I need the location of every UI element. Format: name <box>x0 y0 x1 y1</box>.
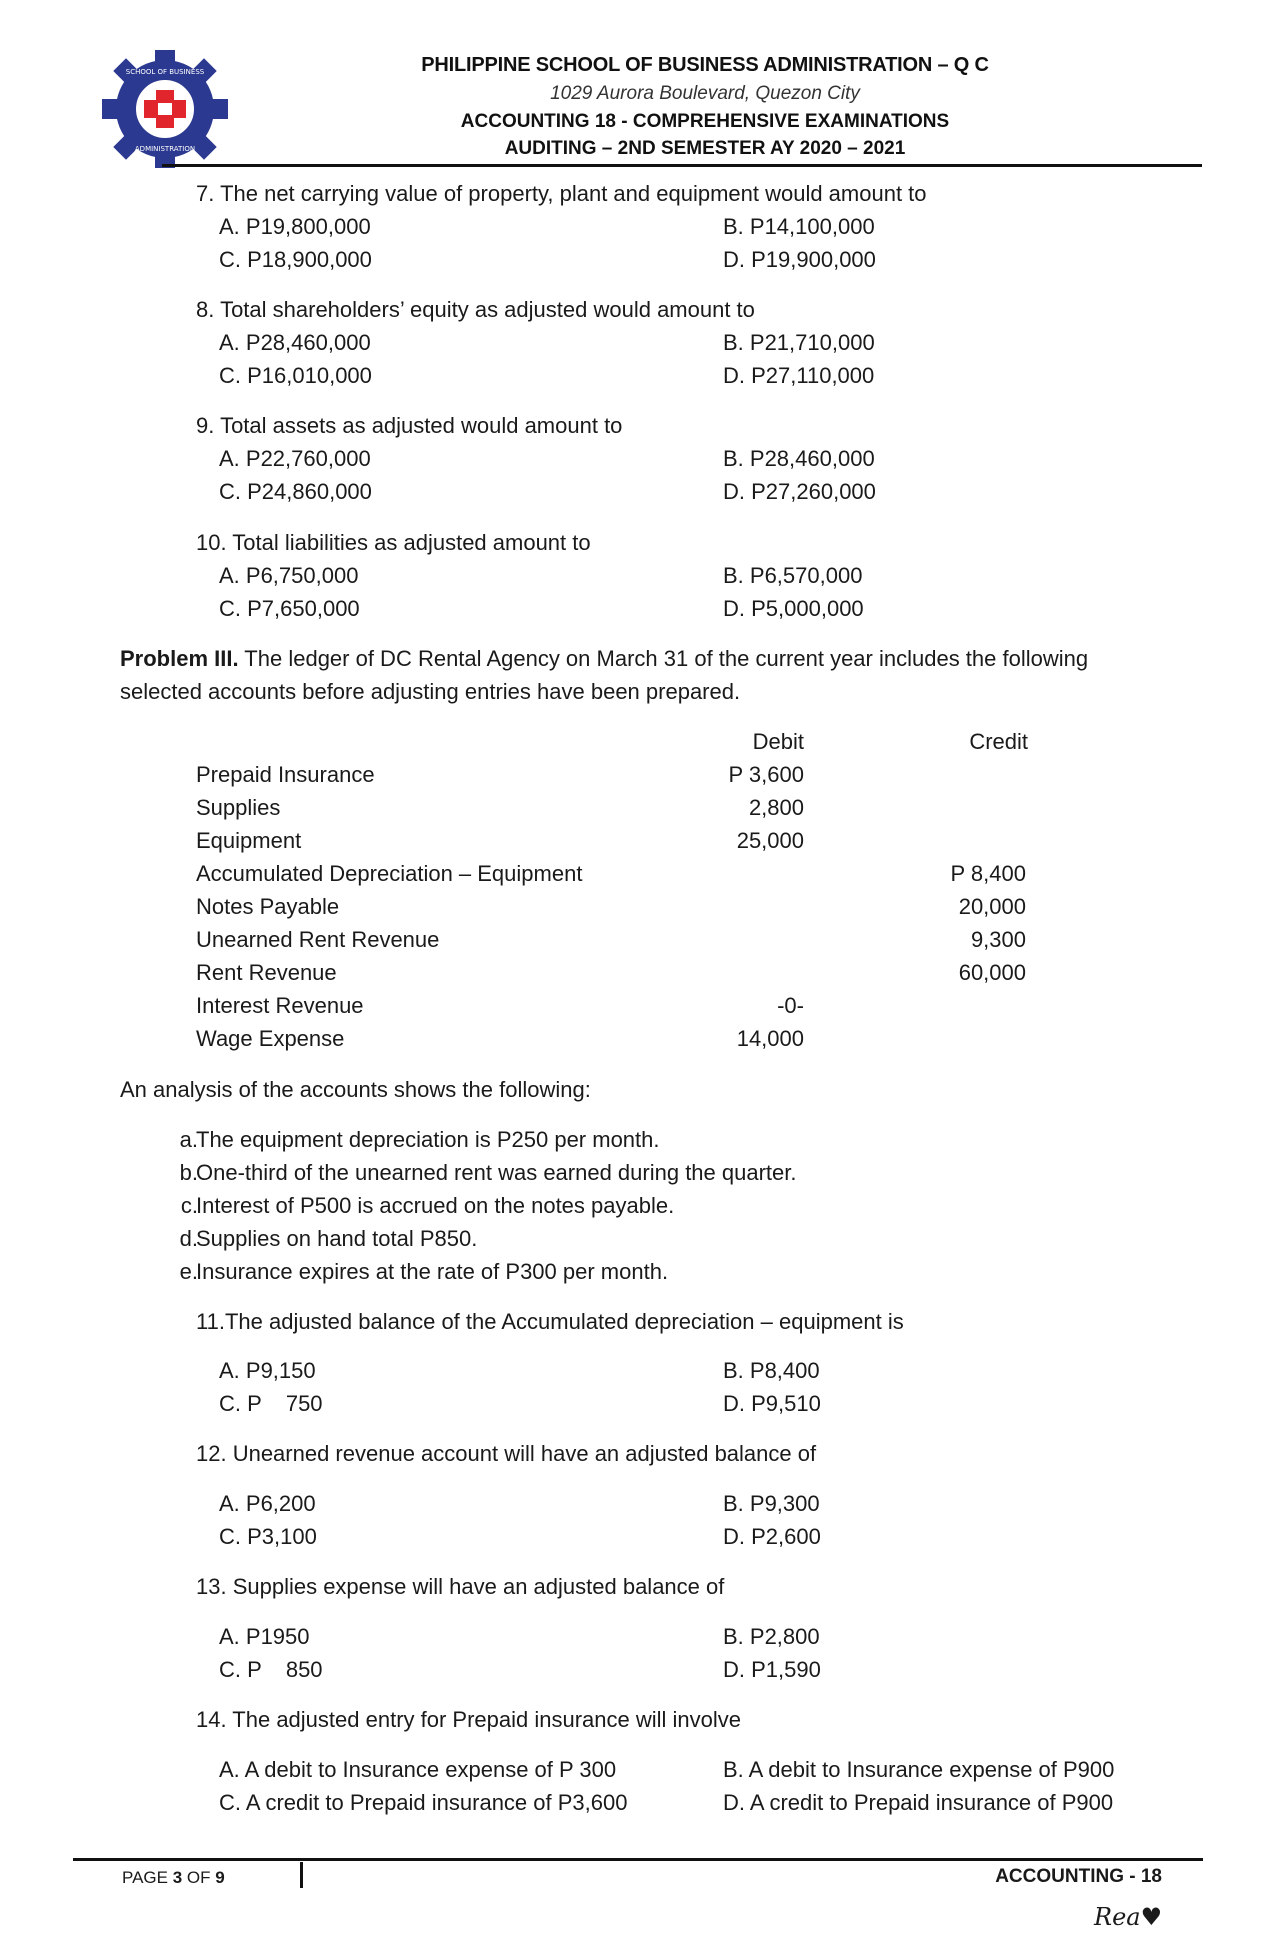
account-debit: P 3,600 <box>728 762 804 787</box>
page-of-label: OF <box>182 1868 216 1887</box>
signature: Rea♥ <box>1094 1903 1163 1931</box>
q9-option-a: A. P22,760,000 <box>219 446 371 471</box>
exam-title: ACCOUNTING 18 - COMPREHENSIVE EXAMINATIONS <box>460 111 950 132</box>
exam-term: AUDITING – 2ND SEMESTER AY 2020 – 2021 <box>504 138 906 159</box>
account-name: Unearned Rent Revenue <box>196 927 440 952</box>
footer-divider <box>73 1858 1203 1861</box>
analysis-item: Supplies on hand total P850. <box>196 1226 478 1251</box>
q14-option-c: C. A credit to Prepaid insurance of P3,600 <box>219 1790 628 1815</box>
svg-text:SCHOOL OF BUSINESS: SCHOOL OF BUSINESS <box>125 68 205 76</box>
analysis-marker: e. <box>179 1259 198 1284</box>
account-credit: 9,300 <box>970 927 1026 952</box>
q13-option-c: C. P 850 <box>219 1657 323 1682</box>
debit-header: Debit <box>752 729 804 754</box>
q14-option-a: A. A debit to Insurance expense of P 300 <box>219 1757 617 1782</box>
q12-option-c: C. P3,100 <box>219 1524 317 1549</box>
analysis-marker: d. <box>179 1226 198 1251</box>
header-divider <box>162 164 1202 167</box>
q11-option-b: B. P8,400 <box>723 1358 820 1383</box>
q10-option-c: C. P7,650,000 <box>219 596 360 621</box>
q13-option-d: D. P1,590 <box>723 1657 821 1682</box>
problem-3-label: Problem III. <box>120 646 239 671</box>
account-name: Wage Expense <box>196 1026 345 1051</box>
q12-option-d: D. P2,600 <box>723 1524 821 1549</box>
problem-3-intro-line-2: selected accounts before adjusting entries have been prepared. <box>120 679 741 704</box>
school-name: PHILIPPINE SCHOOL OF BUSINESS ADMINISTRATION – Q C <box>421 54 989 76</box>
question-13: 13. Supplies expense will have an adjusted balance of <box>196 1574 725 1599</box>
q8-option-d: D. P27,110,000 <box>723 363 875 388</box>
analysis-marker: b. <box>179 1160 198 1185</box>
question-10: 10. Total liabilities as adjusted amount to <box>196 530 591 555</box>
q7-option-b: B. P14,100,000 <box>723 214 875 239</box>
question-11: 11.The adjusted balance of the Accumulated depreciation – equipment is <box>196 1309 904 1334</box>
analysis-marker: c. <box>180 1193 198 1218</box>
footer-separator <box>300 1862 303 1888</box>
analysis-item: One-third of the unearned rent was earned during the quarter. <box>196 1160 797 1185</box>
analysis-intro: An analysis of the accounts shows the following: <box>120 1077 591 1102</box>
problem-3-intro-line-1: The ledger of DC Rental Agency on March 31 of the current year includes the following <box>238 646 1089 671</box>
page-label: PAGE <box>122 1868 173 1887</box>
account-name: Equipment <box>196 828 302 853</box>
school-logo <box>100 50 230 168</box>
account-credit: 60,000 <box>958 960 1026 985</box>
credit-header: Credit <box>969 729 1028 754</box>
account-name: Notes Payable <box>196 894 340 919</box>
account-credit: P 8,400 <box>950 861 1026 886</box>
q13-option-a: A. P1950 <box>219 1624 310 1649</box>
course-footer: ACCOUNTING - 18 <box>995 1866 1162 1887</box>
page-total: 9 <box>215 1868 225 1887</box>
q12-option-a: A. P6,200 <box>219 1491 316 1516</box>
account-name: Supplies <box>196 795 281 820</box>
q14-option-d: D. A credit to Prepaid insurance of P900 <box>723 1790 1114 1815</box>
question-8: 8. Total shareholders’ equity as adjusted would amount to <box>196 297 755 322</box>
account-name: Rent Revenue <box>196 960 337 985</box>
q10-option-b: B. P6,570,000 <box>723 563 863 588</box>
q7-option-d: D. P19,900,000 <box>723 247 876 272</box>
q8-option-c: C. P16,010,000 <box>219 363 372 388</box>
account-debit: 25,000 <box>736 828 804 853</box>
question-14: 14. The adjusted entry for Prepaid insurance will involve <box>196 1707 742 1732</box>
account-name: Interest Revenue <box>196 993 364 1018</box>
q8-option-b: B. P21,710,000 <box>723 330 875 355</box>
page-number <box>122 1868 225 1888</box>
q8-option-a: A. P28,460,000 <box>219 330 371 355</box>
page-current: 3 <box>172 1868 183 1887</box>
q7-option-c: C. P18,900,000 <box>219 247 372 272</box>
q7-option-a: A. P19,800,000 <box>219 214 371 239</box>
q10-option-d: D. P5,000,000 <box>723 596 864 621</box>
q9-option-c: C. P24,860,000 <box>219 479 372 504</box>
school-address: 1029 Aurora Boulevard, Quezon City <box>550 83 860 104</box>
question-12: 12. Unearned revenue account will have an adjusted balance of <box>196 1441 817 1466</box>
account-credit: 20,000 <box>958 894 1026 919</box>
account-debit: 14,000 <box>736 1026 804 1051</box>
svg-text:ADMINISTRATION: ADMINISTRATION <box>134 145 196 153</box>
q13-option-b: B. P2,800 <box>723 1624 820 1649</box>
analysis-item: The equipment depreciation is P250 per month. <box>196 1127 660 1152</box>
problem-3-intro <box>120 646 1088 672</box>
q12-option-b: B. P9,300 <box>723 1491 820 1516</box>
q11-option-d: D. P9,510 <box>723 1391 821 1416</box>
account-name: Accumulated Depreciation – Equipment <box>196 861 583 886</box>
question-9: 9. Total assets as adjusted would amount to <box>196 413 623 438</box>
q10-option-a: A. P6,750,000 <box>219 563 359 588</box>
q9-option-b: B. P28,460,000 <box>723 446 875 471</box>
analysis-item: Interest of P500 is accrued on the notes payable. <box>196 1193 675 1218</box>
question-7: 7. The net carrying value of property, plant and equipment would amount to <box>196 181 927 206</box>
q11-option-a: A. P9,150 <box>219 1358 316 1383</box>
analysis-marker: a. <box>179 1127 198 1152</box>
q11-option-c: C. P 750 <box>219 1391 323 1416</box>
q9-option-d: D. P27,260,000 <box>723 479 876 504</box>
account-debit: -0- <box>777 993 804 1018</box>
analysis-item: Insurance expires at the rate of P300 per month. <box>196 1259 669 1284</box>
account-name: Prepaid Insurance <box>196 762 375 787</box>
q14-option-b: B. A debit to Insurance expense of P900 <box>723 1757 1115 1782</box>
account-debit: 2,800 <box>748 795 804 820</box>
